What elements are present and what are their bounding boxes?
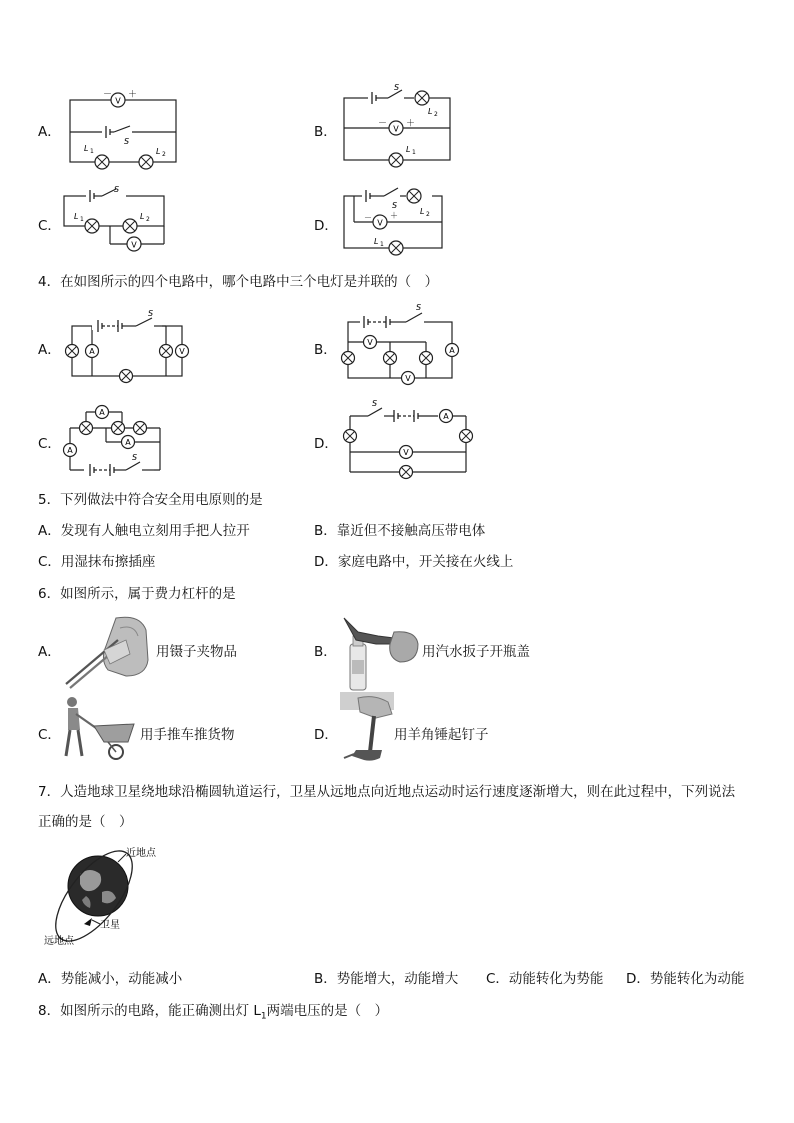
q6-bottle-opener-image xyxy=(338,614,420,696)
q6-option-d-caption: 用羊角锤起钉子 xyxy=(394,727,489,743)
q3-option-a-circuit xyxy=(62,88,182,174)
q3b-switch-s: S xyxy=(394,83,400,92)
q5-option-b[interactable]: B．靠近但不接触高压带电体 xyxy=(314,523,486,539)
q4-option-c-label[interactable]: C． xyxy=(38,436,61,452)
q3d-minus: － xyxy=(364,213,372,222)
q4-option-a-label[interactable]: A． xyxy=(38,342,61,358)
q6-option-d-label[interactable]: D． xyxy=(314,727,338,743)
q3-option-d-circuit xyxy=(340,184,446,264)
q3d-l2-sub: 2 xyxy=(426,211,430,218)
q8-stem xyxy=(38,999,388,1022)
q4-option-b-circuit xyxy=(338,300,466,394)
q3b-l2: L xyxy=(428,107,433,116)
q8-stem-pre: 8．如图所示的电路，能正确测出灯 L xyxy=(38,1003,261,1019)
q4b-switch-s: S xyxy=(416,303,422,312)
q4-stem: 4．在如图所示的四个电路中，哪个电路中三个电灯是并联的（ ） xyxy=(38,274,439,290)
q7-stem-line1: 7．人造地球卫星绕地球沿椭圆轨道运行，卫星从远地点向近地点运动时运行速度逐渐增大，则在此过程中，下列说法 xyxy=(38,784,736,800)
q3c-voltmeter-v: V xyxy=(131,240,137,250)
q3-option-c-label[interactable]: C． xyxy=(38,218,61,234)
q3d-voltmeter-v: V xyxy=(377,218,383,228)
q7-stem-line2: 正确的是（ ） xyxy=(38,814,133,830)
q3a-voltmeter-v: V xyxy=(115,96,121,106)
q3b-l2-sub: 2 xyxy=(434,111,438,118)
q8-stem-sub: 1 xyxy=(260,1011,267,1022)
q3c-l2: L xyxy=(140,212,145,221)
q4-option-d-circuit xyxy=(338,396,474,484)
q3c-switch-s: S xyxy=(114,185,120,194)
q3a-l2: L xyxy=(156,147,161,156)
q3d-plus: ＋ xyxy=(390,211,398,220)
q3b-plus: ＋ xyxy=(406,119,416,129)
q3-option-a-label[interactable]: A． xyxy=(38,124,61,140)
q6-claw-hammer-image xyxy=(340,692,396,770)
q3a-l2-sub: 2 xyxy=(162,151,166,158)
q6-option-a-label[interactable]: A． xyxy=(38,644,61,660)
q4c-ammeter-a3: A xyxy=(67,446,73,455)
q4a-ammeter-a: A xyxy=(89,347,95,356)
q3a-l1: L xyxy=(84,144,89,153)
q5-option-c[interactable]: C．用湿抹布擦插座 xyxy=(38,554,156,570)
q3a-plus: ＋ xyxy=(128,90,138,100)
q5-option-a[interactable]: A．发现有人触电立刻用手把人拉开 xyxy=(38,523,250,539)
q7-satellite-label: 卫星 xyxy=(100,920,120,931)
q6-option-b-caption: 用汽水扳子开瓶盖 xyxy=(422,644,530,660)
q4b-voltmeter-v1: V xyxy=(367,338,373,347)
q3c-l1: L xyxy=(74,212,79,221)
q3c-l2-sub: 2 xyxy=(146,216,150,223)
q4c-ammeter-a1: A xyxy=(99,408,105,417)
q3b-l1-sub: 1 xyxy=(412,149,416,156)
q4b-voltmeter-v2: V xyxy=(405,374,411,383)
q6-wheelbarrow-image xyxy=(58,694,138,768)
q3b-voltmeter-v: V xyxy=(393,124,399,134)
q3d-l1-sub: 1 xyxy=(380,241,384,248)
q3a-l1-sub: 1 xyxy=(90,148,94,155)
q4d-switch-s: S xyxy=(372,399,378,408)
q3b-l1: L xyxy=(406,145,411,154)
q3d-switch-s: S xyxy=(392,201,398,210)
q4-option-c-circuit xyxy=(60,402,168,482)
q7-orbit-figure xyxy=(40,844,180,958)
q4-option-a-circuit xyxy=(62,306,186,386)
q4c-switch-s: S xyxy=(132,453,138,462)
q6-tweezers-image xyxy=(60,610,150,694)
q3a-minus: － xyxy=(103,90,113,100)
q4b-ammeter-a: A xyxy=(449,346,455,355)
q4a-switch-s: S xyxy=(148,309,154,318)
q3-option-d-label[interactable]: D． xyxy=(314,218,338,234)
q7-option-d[interactable]: D．势能转化为动能 xyxy=(626,971,745,987)
q8-stem-post: 两端电压的是（ ） xyxy=(266,1003,389,1019)
q3d-l2: L xyxy=(420,207,425,216)
q6-option-b-label[interactable]: B． xyxy=(314,644,337,660)
q3b-minus: － xyxy=(378,119,388,129)
q5-option-d[interactable]: D．家庭电路中，开关接在火线上 xyxy=(314,554,514,570)
q5-stem: 5．下列做法中符合安全用电原则的是 xyxy=(38,492,263,508)
q4-option-d-label[interactable]: D． xyxy=(314,436,338,452)
q6-option-a-caption: 用镊子夹物品 xyxy=(156,644,237,660)
q6-stem: 6．如图所示，属于费力杠杆的是 xyxy=(38,586,236,602)
q3a-switch-s: S xyxy=(124,137,130,146)
q7-option-b[interactable]: B．势能增大，动能增大 xyxy=(314,971,459,987)
q4d-ammeter-a: A xyxy=(443,412,449,421)
q6-option-c-caption: 用手推车推货物 xyxy=(140,727,235,743)
q4a-voltmeter-v: V xyxy=(179,347,185,356)
q4-option-b-label[interactable]: B． xyxy=(314,342,337,358)
q7-perigee-label: 近地点 xyxy=(126,848,156,859)
q3-option-b-circuit xyxy=(340,84,454,174)
q3-option-b-label[interactable]: B． xyxy=(314,124,337,140)
q7-apogee-label: 远地点 xyxy=(44,936,74,947)
q7-option-c[interactable]: C．动能转化为势能 xyxy=(486,971,604,987)
q3-option-c-circuit xyxy=(60,185,170,260)
q4c-ammeter-a2: A xyxy=(125,438,131,447)
q7-option-a[interactable]: A．势能减小，动能减小 xyxy=(38,971,183,987)
q4d-voltmeter-v: V xyxy=(403,448,409,457)
q3c-l1-sub: 1 xyxy=(80,216,84,223)
q6-option-c-label[interactable]: C． xyxy=(38,727,61,743)
q3d-l1: L xyxy=(374,237,379,246)
